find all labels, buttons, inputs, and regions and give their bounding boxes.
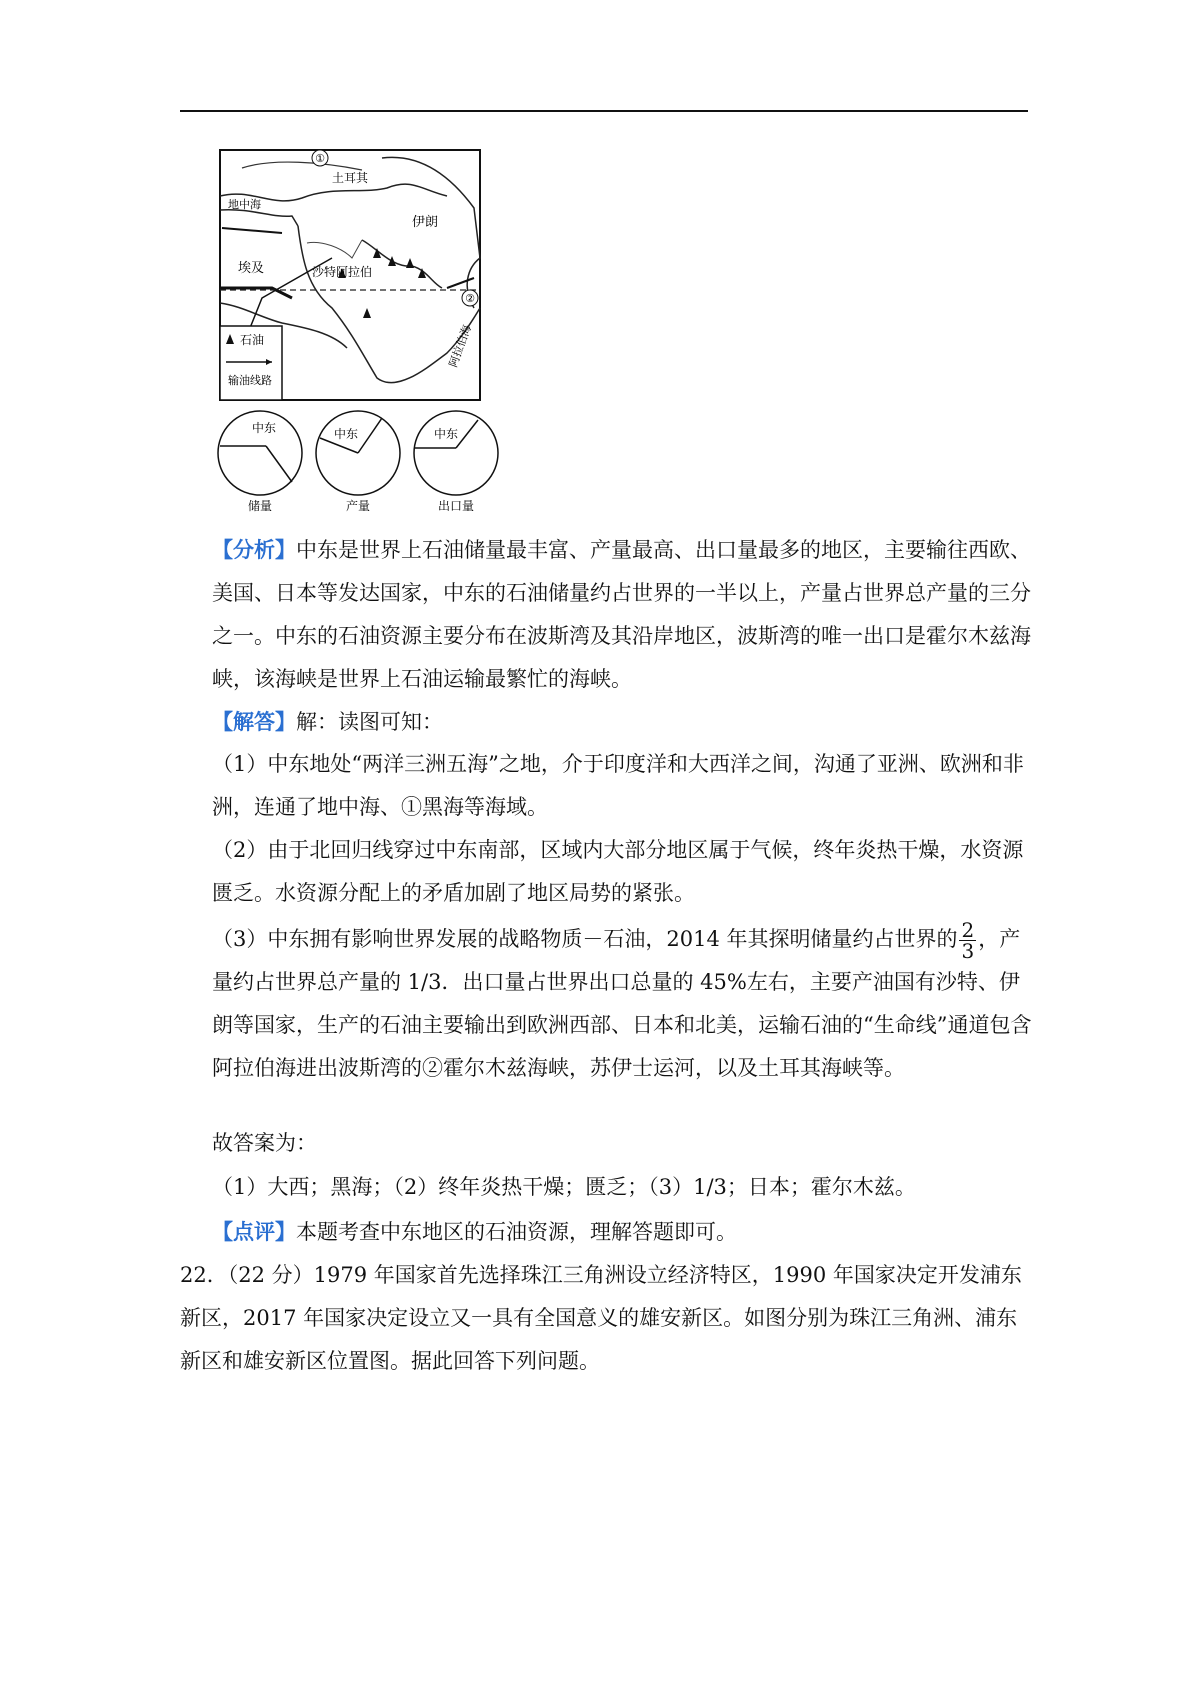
pie-exports <box>414 411 498 513</box>
middle-east-map-figure <box>212 148 512 518</box>
fraction-numerator: 2 <box>961 918 975 942</box>
legend-oil-label: 石油 <box>240 333 265 347</box>
label-turkey: 土耳其 <box>332 171 369 185</box>
label-arabian-sea: 阿拉伯海 <box>446 323 474 370</box>
label-mediterranean: 地中海 <box>228 198 261 211</box>
answer-part-3-after: ，产量约占世界总产量的 1/3．出口量占世界出口总量的 45%左右，主要产油国有沙特、伊朗等国家，生产的石油主要输出到欧洲西部、日本和北美，运输石油的“生命线”通道包含阿拉伯海进出波斯湾的②霍尔木兹海峡，苏伊士运河，以及土耳其海峡等。 <box>212 927 1032 1080</box>
label-circle-2: ② <box>465 292 475 305</box>
legend-route-label: 输油线路 <box>228 374 272 387</box>
header-rule <box>180 110 1028 112</box>
analysis-paragraph <box>212 528 1032 701</box>
answer-part-1: （1）中东地处“两洋三洲五海”之地，介于印度洋和大西洋之间，沟通了亚洲、欧洲和非洲，连通了地中海、①黑海等海域。 <box>212 752 1024 819</box>
fraction-denominator: 3 <box>961 939 975 963</box>
analysis-text: 中东是世界上石油储量最丰富、产量最高、出口量最多的地区，主要输往西欧、美国、日本等发达国家，中东的石油储量约占世界的一半以上，产量占世界总产量的三分之一。中东的石油资源主要分布在波斯湾及其沿岸地区，波斯湾的唯一出口是霍尔木兹海峡，该海峡是世界上石油运输最繁忙的海峡。 <box>212 538 1031 691</box>
label-egypt: 埃及 <box>238 261 265 276</box>
answer-tag: 【解答】 <box>212 709 296 734</box>
answer-part-2: （2）由于北回归线穿过中东南部，区域内大部分地区属于气候，终年炎热干燥，水资源匮乏。水资源分配上的矛盾加剧了地区局势的紧张。 <box>212 838 1024 905</box>
pie-reserves-top-label: 中东 <box>252 421 277 435</box>
answer-part-3-before: （3）中东拥有影响世界发展的战略物质－石油，2014 年其探明储量约占世界的 <box>212 927 958 951</box>
answer-conclusion: 故答案为： <box>212 1131 317 1155</box>
pie-production-top-label: 中东 <box>334 427 359 441</box>
fraction-two-thirds <box>959 920 976 961</box>
pie-exports-bottom-label: 出口量 <box>438 499 475 513</box>
label-saudi: 沙特阿拉伯 <box>312 265 373 279</box>
comment-paragraph <box>212 1210 1032 1254</box>
label-circle-1: ① <box>315 152 325 165</box>
answer-final: （1）大西；黑海；（2）终年炎热干燥；匮乏；（3）1/3；日本；霍尔木兹。 <box>212 1175 916 1199</box>
answer-intro: 解：读图可知： <box>296 710 443 734</box>
pie-production <box>316 411 400 513</box>
comment-text: 本题考查中东地区的石油资源，理解答题即可。 <box>296 1220 737 1244</box>
pie-production-bottom-label: 产量 <box>346 499 371 513</box>
label-iran: 伊朗 <box>412 215 439 230</box>
comment-tag: 【点评】 <box>212 1219 296 1244</box>
pie-reserves <box>218 411 302 513</box>
pie-exports-top-label: 中东 <box>434 427 459 441</box>
analysis-tag: 【分析】 <box>212 537 296 562</box>
pie-reserves-bottom-label: 储量 <box>248 499 273 513</box>
answer-intro-line <box>212 700 1032 744</box>
question-22: 22．（22 分）1979 年国家首先选择珠江三角洲设立经济特区，1990 年国家决定开发浦东新区，2017 年国家决定设立又一具有全国意义的雄安新区。如图分别为珠江三角洲、浦东新区和雄安新区位置图。据此回答下列问题。 <box>180 1263 1022 1373</box>
answer-part-3 <box>212 918 1032 1090</box>
map-legend <box>220 326 282 400</box>
